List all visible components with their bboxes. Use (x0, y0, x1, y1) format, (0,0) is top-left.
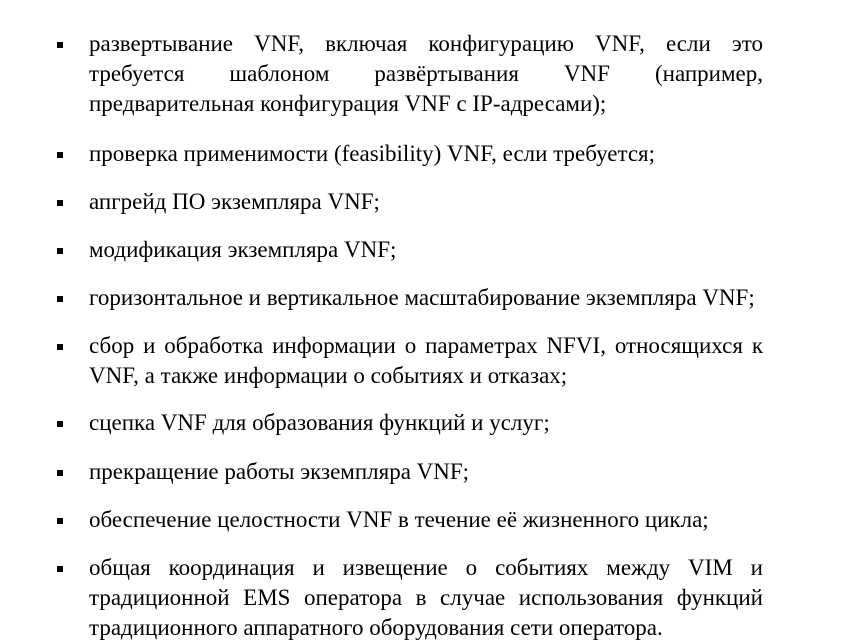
list-item-line: горизонтальное и вертикальное масштабирование экземпляра VNF; (89, 285, 755, 310)
list-item-line: традиционной EMS оператора в случае использования функций (89, 585, 763, 610)
list-item-line: модификация экземпляра VNF; (89, 237, 397, 262)
bullet-marker (57, 42, 63, 48)
list-item-line: проверка применимости (feasibility) VNF, если требуется; (89, 141, 655, 166)
list-item-line: требуется шаблоном развёртывания VNF (например, (89, 61, 763, 86)
bullet-marker (57, 470, 63, 476)
list-item-line: традиционного аппаратного оборудования сети оператора. (89, 615, 663, 640)
list-item-line: обеспечение целостности VNF в течение её жизненного цикла; (89, 507, 709, 532)
bullet-marker (57, 518, 63, 524)
list-item-line: VNF, а также информации о событиях и отказах; (89, 363, 568, 388)
bullet-marker (57, 566, 63, 572)
list-item-line: сцепка VNF для образования функций и услуг; (89, 410, 550, 435)
list-item-line: предварительная конфигурация VNF с IP-адресами); (89, 91, 607, 116)
bullet-marker (57, 200, 63, 206)
list-item-line: апгрейд ПО экземпляра VNF; (89, 189, 380, 214)
list-item-line: развертывание VNF, включая конфигурацию VNF, если это (89, 31, 763, 56)
list-item-line: сбор и обработка информации о параметрах NFVI, относящихся к (89, 333, 763, 358)
bullet-marker (57, 296, 63, 302)
bullet-marker (57, 152, 63, 158)
list-item-line: прекращение работы экземпляра VNF; (89, 459, 470, 484)
bullet-marker (57, 344, 63, 350)
list-item-line: общая координация и извещение о событиях между VIM и (89, 555, 763, 580)
bullet-marker (57, 248, 63, 254)
bullet-marker (57, 421, 63, 427)
